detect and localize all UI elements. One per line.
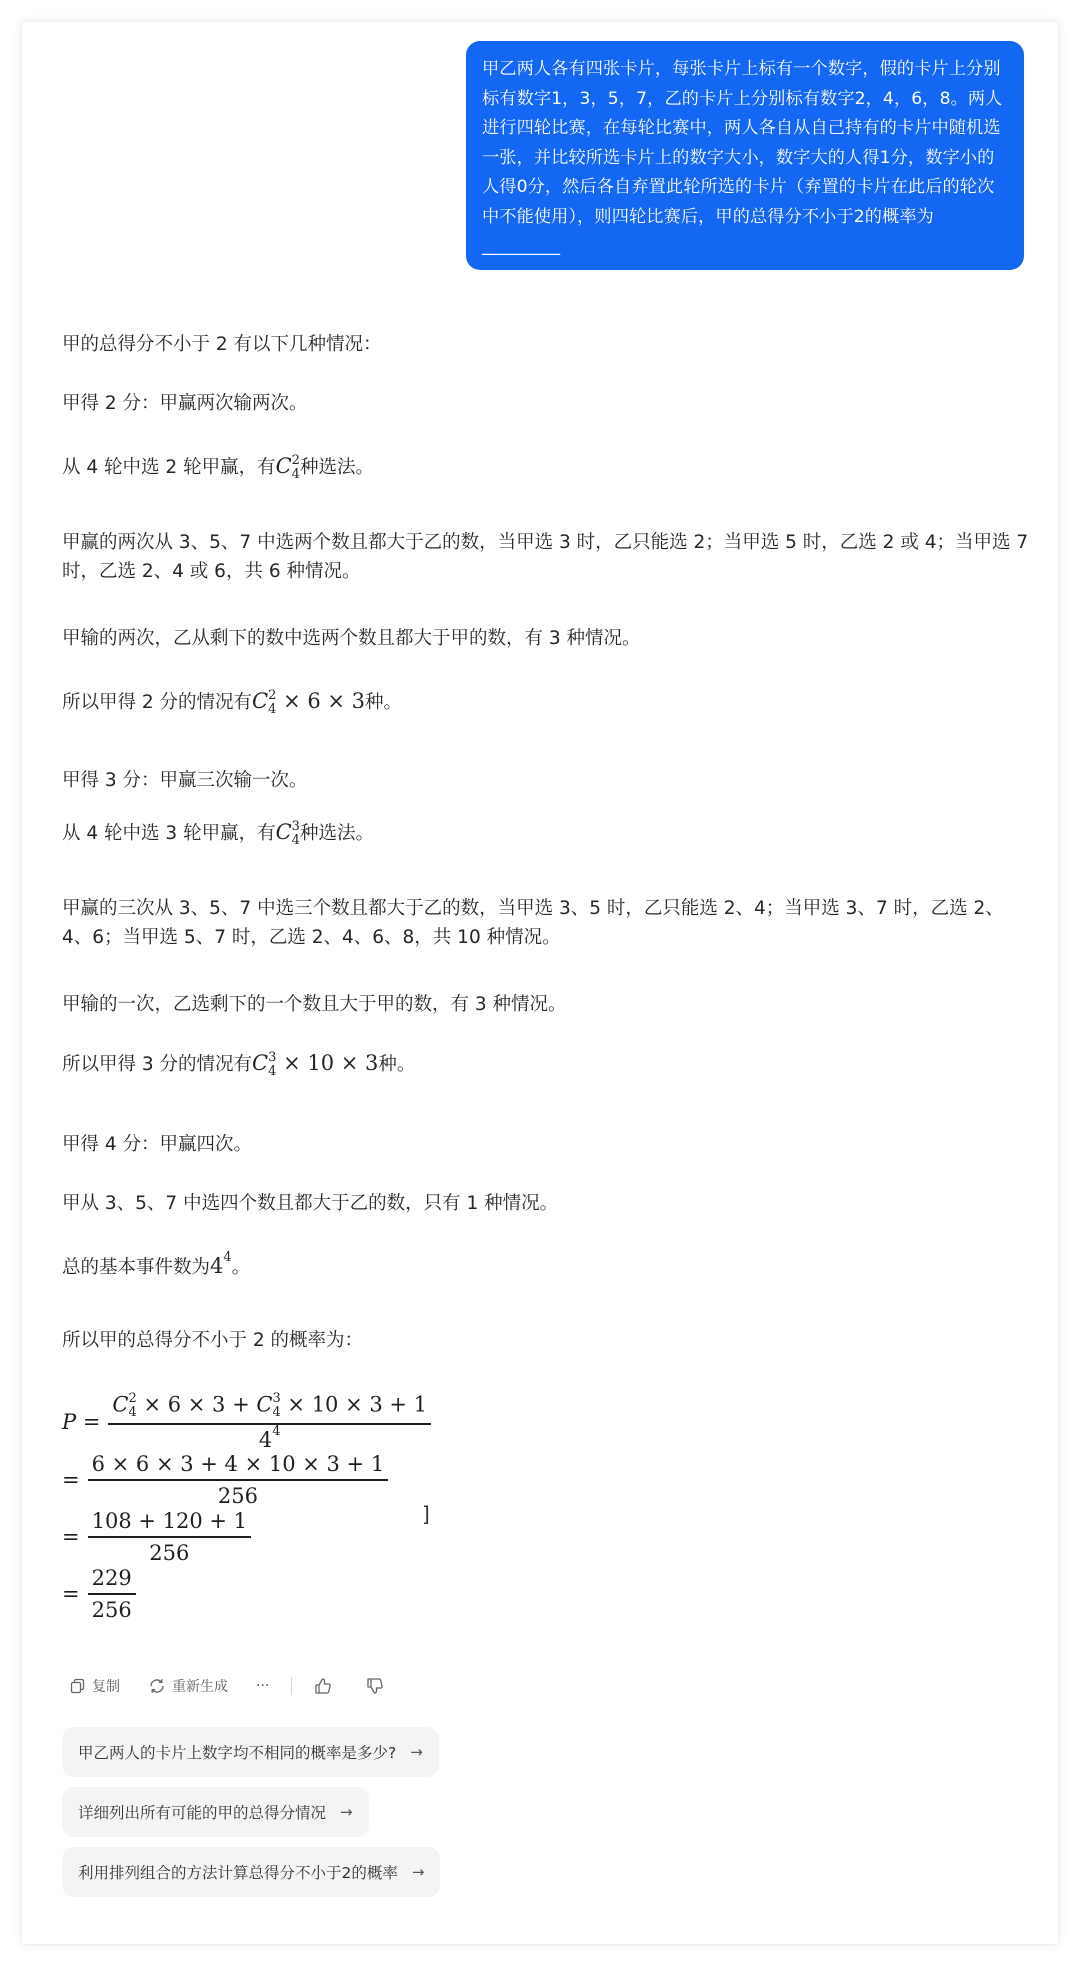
text-fragment: 总的基本事件数为	[62, 1257, 211, 1278]
equation-row-3: = $\frac{108 + 120 + 1}{256}$	[62, 1507, 251, 1567]
copy-icon	[70, 1678, 86, 1694]
answer-paragraph: 甲从 3、5、7 中选四个数且都大于乙的数，只有 1 种情况。	[62, 1193, 559, 1214]
text-fragment: 。	[231, 1257, 251, 1278]
equation-row-4: = $\frac{229}{256}$	[62, 1564, 136, 1624]
answer-paragraph: 甲赢的两次从 3、5、7 中选两个数且都大于乙的数，当甲选 3 时，乙只能选 2；当甲选 5 时，乙选 2 或 4；当甲选 7 时，乙选 2、4 或 6，共 6 种情况。	[62, 532, 1029, 582]
user-message-text: 甲乙两人各有四张卡片，每张卡片上标有一个数字，假的卡片上分别标有数字1，3，5，7，乙的卡片上分别标有数字2，4，6，8。两人进行四轮比赛，在每轮比赛中，两人各自从自己持有的卡片中随机选一张，并比较所选卡片上的数字大小，数字大的人得1分，数字小的人得0分，然后各自弃置此轮所选的卡片（弃置的卡片在此后的轮次中不能使用），则四轮比赛后，甲的总得分不小于2的概率为_________	[482, 59, 1003, 256]
suggestion-chip[interactable]	[62, 1847, 440, 1897]
answer-paragraph: 甲得 2 分：甲赢两次输两次。	[62, 393, 308, 414]
equation-row-2: = $\frac{6 \times 6 \times 3 + 4 \times 10 \times 3 + 1}{256}$	[62, 1450, 388, 1510]
chat-window	[22, 22, 1058, 1944]
text-fragment: 所以甲得 3 分的情况有	[62, 1054, 253, 1075]
answer-paragraph: 甲得 3 分：甲赢三次输一次。	[62, 770, 308, 791]
thumbs-up-icon	[314, 1677, 332, 1695]
answer-paragraph: 甲赢的三次从 3、5、7 中选三个数且都大于乙的数，当甲选 3、5 时，乙只能选 2、4；当甲选 3、7 时，乙选 2、4、6；当甲选 5、7 时，乙选 2、4、6、8，共 10 种情况。	[62, 898, 1004, 948]
refresh-icon	[148, 1677, 166, 1695]
text-fragment: 从 4 轮中选 3 轮甲赢，有	[62, 823, 276, 844]
regenerate-button[interactable]	[148, 1676, 228, 1696]
text-fragment: 种选法。	[299, 823, 374, 844]
answer-paragraph: 所以甲的总得分不小于 2 的概率为：	[62, 1330, 364, 1351]
suggestion-text: 甲乙两人的卡片上数字均不相同的概率是多少?	[78, 1744, 397, 1762]
combination-c42: C 2 4	[275, 452, 300, 482]
arrow-right-icon: →	[411, 1863, 425, 1881]
answer-paragraph	[62, 1049, 1032, 1079]
answer-paragraph	[62, 818, 1032, 848]
fraction: $\frac{229}{256}$	[88, 1566, 136, 1621]
combination-c42: C 2 4 × 6 × 3	[252, 687, 366, 717]
copy-button[interactable]	[70, 1676, 120, 1696]
thumbs-down-icon	[366, 1677, 384, 1695]
answer-paragraph: 甲得 4 分：甲赢四次。	[62, 1134, 253, 1155]
dislike-button[interactable]	[366, 1677, 390, 1695]
answer-paragraph	[62, 452, 1032, 482]
stray-bracket: ]	[422, 1502, 430, 1526]
answer-paragraph: 甲输的一次，乙选剩下的一个数且大于甲的数，有 3 种情况。	[62, 994, 567, 1015]
more-icon: ···	[256, 1678, 270, 1694]
combination-c43: C 3 4 × 10 × 3	[252, 1049, 379, 1079]
copy-label: 复制	[92, 1679, 120, 1695]
divider	[291, 1677, 292, 1695]
text-fragment: 种。	[378, 1054, 416, 1075]
suggestion-text: 利用排列组合的方法计算总得分不小于2的概率	[78, 1864, 398, 1882]
answer-paragraph	[62, 687, 1032, 717]
suggestion-chip[interactable]	[62, 1787, 369, 1837]
suggestion-text: 详细列出所有可能的甲的总得分情况	[78, 1804, 327, 1822]
equation-lhs: P	[62, 1410, 77, 1434]
regenerate-label: 重新生成	[172, 1679, 228, 1695]
text-fragment: 所以甲得 2 分的情况有	[62, 692, 253, 713]
like-button[interactable]	[314, 1677, 338, 1695]
equation-row-1: P = C 2 4 × 6 × 3 + C 3 4 × 10 × 3 + 1 $4^4$	[62, 1392, 431, 1452]
text-fragment: 从 4 轮中选 2 轮甲赢，有	[62, 457, 276, 478]
suggestion-chip[interactable]	[62, 1727, 439, 1777]
answer-paragraph	[62, 1252, 1032, 1282]
text-fragment: 种选法。	[299, 457, 374, 478]
answer-paragraph: 甲的总得分不小于 2 有以下几种情况：	[62, 334, 382, 355]
arrow-right-icon: →	[340, 1803, 353, 1821]
more-button[interactable]	[256, 1678, 269, 1694]
fraction: $\frac{6 \times 6 \times 3 + 4 \times 10 \times 3 + 1}{256}$	[88, 1452, 389, 1507]
answer-paragraph: 甲输的两次，乙从剩下的数中选两个数且都大于甲的数，有 3 种情况。	[62, 628, 641, 649]
text-fragment: 种。	[365, 692, 403, 713]
user-message-bubble	[466, 41, 1024, 270]
message-actions	[70, 1672, 418, 1700]
power-4-4: $4^4$	[210, 1250, 232, 1278]
fraction: $\frac{108 + 120 + 1}{256}$	[88, 1509, 251, 1564]
combination-c43: C 3 4	[275, 818, 300, 848]
fraction: C 2 4 × 6 × 3 + C 3 4 × 10 × 3 + 1 $4^4$	[108, 1392, 431, 1451]
arrow-right-icon: →	[410, 1743, 423, 1761]
